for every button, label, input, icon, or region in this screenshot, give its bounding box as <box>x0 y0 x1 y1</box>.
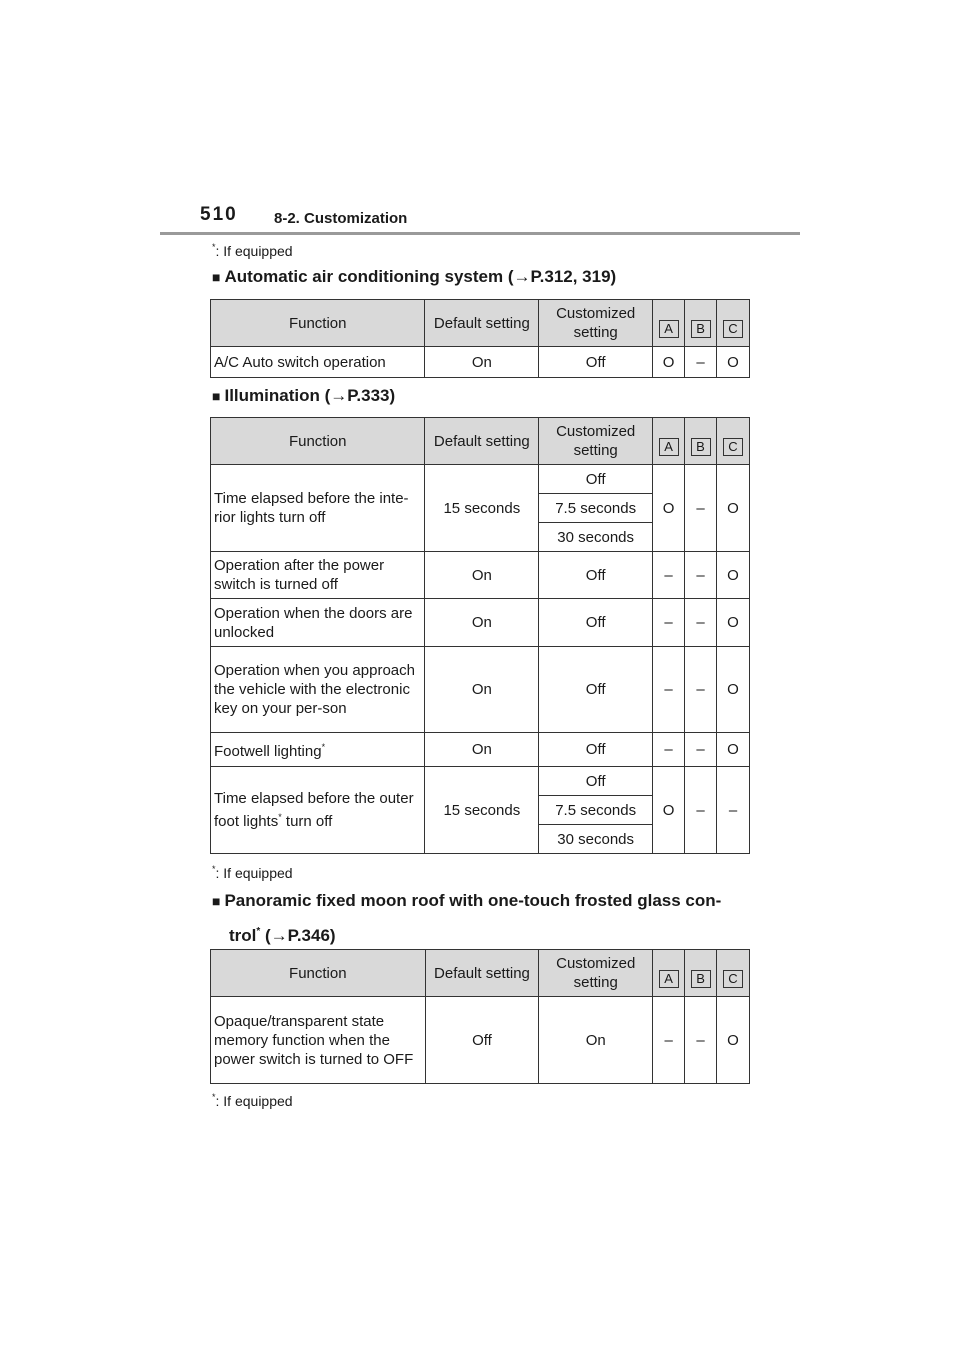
square-bullet-icon: ■ <box>212 388 221 404</box>
table-illumination <box>210 417 750 854</box>
table-row: Footwell lighting* On Off – – O <box>211 733 750 767</box>
col-default: Default setting <box>425 950 539 997</box>
heading-ac <box>212 262 616 292</box>
col-b: B <box>685 418 717 465</box>
heading-illumination-text: Illumination (→P.333) <box>224 386 396 405</box>
table-row: Operation when the doors are unlocked On Off – – O <box>211 599 750 647</box>
col-a: A <box>653 950 685 997</box>
col-customized: Customized setting <box>539 950 653 997</box>
table-row: Operation when you approach the vehicle with the electronic key on your per-son On Off – – O <box>211 647 750 733</box>
col-function: Function <box>211 418 425 465</box>
heading-ac-text: Automatic air conditioning system (→P.312, 319) <box>224 267 617 286</box>
footnote: *: If equipped <box>212 864 293 881</box>
col-a: A <box>653 300 685 347</box>
col-a: A <box>653 418 685 465</box>
table-row: Opaque/transparent state memory function when the power switch is turned to OFF Off On – – O <box>211 997 750 1084</box>
col-default: Default setting <box>425 300 539 347</box>
square-bullet-icon: ■ <box>212 893 221 909</box>
option-cell: 30 seconds <box>539 523 653 552</box>
square-bullet-icon: ■ <box>212 269 221 285</box>
col-b: B <box>685 950 717 997</box>
col-c: C <box>717 418 750 465</box>
col-c: C <box>717 950 750 997</box>
table-header-row <box>211 300 750 347</box>
col-customized: Customized setting <box>539 300 653 347</box>
table-header-row <box>211 418 750 465</box>
table-row: A/C Auto switch operation On Off O – O <box>211 347 750 378</box>
col-customized: Customized setting <box>539 418 653 465</box>
col-function: Function <box>211 950 426 997</box>
option-cell: 30 seconds <box>539 825 653 854</box>
col-function: Function <box>211 300 425 347</box>
table-ac <box>210 299 750 378</box>
table-row: Time elapsed before the outer foot lights* turn off 15 seconds Off O – – <box>211 767 750 796</box>
table-row: Operation after the power switch is turned off On Off – – O <box>211 552 750 599</box>
page-number: 510 <box>200 204 238 225</box>
footnote-text: If equipped <box>223 243 293 259</box>
table-row: Time elapsed before the inte-rior lights turn off 15 seconds Off O – O <box>211 465 750 494</box>
heading-illumination <box>212 381 395 411</box>
footnote: *: If equipped <box>212 1092 293 1109</box>
table-header-row <box>211 950 750 997</box>
table-moonroof <box>210 949 750 1084</box>
option-cell: 7.5 seconds <box>539 494 653 523</box>
col-c: C <box>717 300 750 347</box>
heading-moonroof: ■ Panoramic fixed moon roof with one-touch frosted glass con- trol* (→P.346) <box>212 891 722 945</box>
header-rule <box>160 232 800 235</box>
option-cell: 7.5 seconds <box>539 796 653 825</box>
footnote: *: If equipped <box>212 242 293 259</box>
col-default: Default setting <box>425 418 539 465</box>
section-title: 8-2. Customization <box>274 210 408 227</box>
col-b: B <box>685 300 717 347</box>
